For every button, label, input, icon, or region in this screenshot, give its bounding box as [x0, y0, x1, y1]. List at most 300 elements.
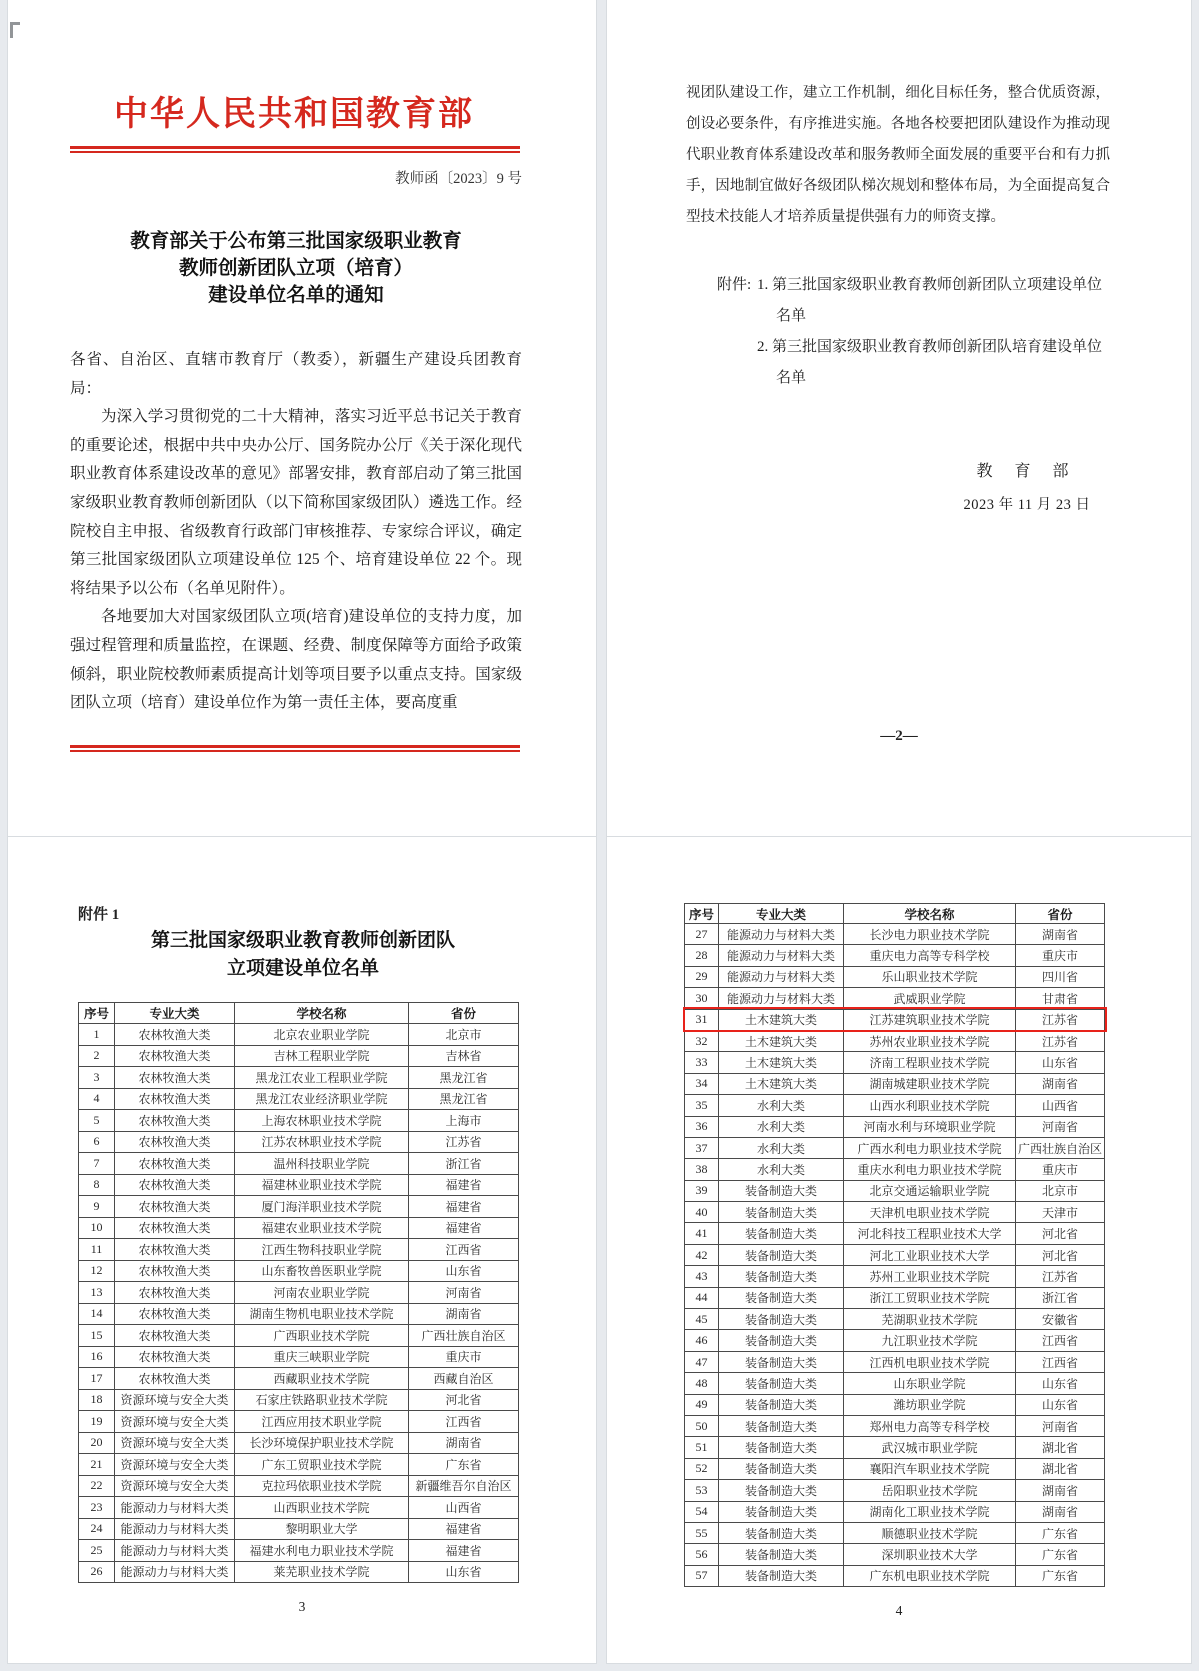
table-row-highlighted [685, 1009, 1105, 1030]
table-cell: 土木建筑大类 [719, 1009, 844, 1030]
table-cell: 22 [79, 1475, 115, 1497]
table-cell: 河南省 [1016, 1116, 1105, 1137]
table-cell: 农林牧渔大类 [115, 1239, 235, 1261]
table-row [685, 1266, 1105, 1287]
table-cell: 8 [79, 1174, 115, 1196]
table-cell: 水利大类 [719, 1137, 844, 1158]
table-cell: 长沙环境保护职业技术学院 [235, 1432, 409, 1454]
table-cell: 资源环境与安全大类 [115, 1389, 235, 1411]
table-cell: 湖南省 [409, 1303, 519, 1325]
institutions-table-page-3 [78, 1002, 519, 1583]
table-row [685, 1480, 1105, 1501]
table-cell: 农林牧渔大类 [115, 1325, 235, 1347]
table-cell: 山西职业技术学院 [235, 1497, 409, 1519]
table-cell: 广东省 [1016, 1565, 1105, 1586]
table-row [685, 966, 1105, 987]
table-cell: 能源动力与材料大类 [115, 1540, 235, 1562]
table-row [79, 1282, 519, 1304]
table-cell: 广西职业技术学院 [235, 1325, 409, 1347]
table-cell: 福建省 [409, 1174, 519, 1196]
table-cell: 装备制造大类 [719, 1501, 844, 1522]
table-cell: 农林牧渔大类 [115, 1067, 235, 1089]
table-cell: 装备制造大类 [719, 1458, 844, 1479]
table-cell: 长沙电力职业技术学院 [844, 924, 1016, 945]
table-cell: 上海市 [409, 1110, 519, 1132]
column-header: 专业大类 [719, 904, 844, 924]
table-row [685, 1565, 1105, 1586]
table-cell: 福建水利电力职业技术学院 [235, 1540, 409, 1562]
table-cell: 24 [79, 1518, 115, 1540]
table-cell: 江西机电职业技术学院 [844, 1351, 1016, 1372]
table-cell: 苏州农业职业技术学院 [844, 1030, 1016, 1051]
table-cell: 山西水利职业技术学院 [844, 1095, 1016, 1116]
table-title-line: 立项建设单位名单 [226, 957, 379, 979]
table-cell: 农林牧渔大类 [115, 1088, 235, 1110]
paragraph: 为深入学习贯彻党的二十大精神，落实习近平总书记关于教育的重要论述，根据中共中央办公厅、国务院办公厅《关于深化现代职业教育体系建设改革的意见》部署安排，教育部启动了第三批国家级职业教育教师创新团队（以下简称国家级团队）遴选工作。经院校自主申报、省级教育行政部门审核推荐、专家综合评议，确定第三批国家级团队立项建设单位 125 个、培育建设单位 22 个。现将结果予以公布（名单见附件）。 [70, 408, 522, 597]
table-cell: 能源动力与材料大类 [719, 966, 844, 987]
table-row [685, 1501, 1105, 1522]
table-cell: 31 [685, 1009, 719, 1030]
table-cell: 装备制造大类 [719, 1223, 844, 1244]
table-cell: 57 [685, 1565, 719, 1586]
table-cell: 浙江工贸职业技术学院 [844, 1287, 1016, 1308]
table-cell: 能源动力与材料大类 [719, 988, 844, 1009]
table-cell: 农林牧渔大类 [115, 1174, 235, 1196]
table-cell: 西藏自治区 [409, 1368, 519, 1390]
table-row [685, 945, 1105, 966]
table-cell: 江西省 [409, 1411, 519, 1433]
table-cell: 资源环境与安全大类 [115, 1432, 235, 1454]
table-cell: 26 [79, 1561, 115, 1583]
table-cell: 农林牧渔大类 [115, 1282, 235, 1304]
table-cell: 湖南省 [1016, 1073, 1105, 1094]
table-cell: 北京交通运输职业学院 [844, 1180, 1016, 1201]
table-cell: 装备制造大类 [719, 1202, 844, 1223]
table-cell: 顺德职业技术学院 [844, 1522, 1016, 1543]
table-cell: 河北省 [1016, 1244, 1105, 1265]
table-cell: 甘肃省 [1016, 988, 1105, 1009]
table-cell: 农林牧渔大类 [115, 1131, 235, 1153]
column-header: 学校名称 [235, 1003, 409, 1024]
paragraph: 各地要加大对国家级团队立项(培育)建设单位的支持力度，加强过程管理和质量监控，在课题、经费、制度保障等方面给予政策倾斜，职业院校教师素质提高计划等项目要予以重点支持。国家级团队立项（培育）建设单位作为第一责任主体，要高度重 [70, 608, 522, 712]
table-cell: 福建林业职业技术学院 [235, 1174, 409, 1196]
table-row [685, 1180, 1105, 1201]
table-cell: 河北科技工程职业技术大学 [844, 1223, 1016, 1244]
table-body [685, 924, 1105, 1587]
table-cell: 福建省 [409, 1217, 519, 1239]
table-cell: 17 [79, 1368, 115, 1390]
table-cell: 黑龙江农业工程职业学院 [235, 1067, 409, 1089]
table-cell: 30 [685, 988, 719, 1009]
table-title-line: 第三批国家级职业教育教师创新团队 [150, 930, 455, 951]
column-header: 专业大类 [115, 1003, 235, 1024]
table-cell: 江西省 [1016, 1330, 1105, 1351]
table-cell: 重庆三峡职业学院 [235, 1346, 409, 1368]
column-header: 序号 [685, 904, 719, 924]
table-cell: 18 [79, 1389, 115, 1411]
table-row [79, 1346, 519, 1368]
table-cell: 土木建筑大类 [719, 1030, 844, 1051]
document-title-line: 教师创新团队立项（培育） [178, 258, 413, 279]
table-cell: 土木建筑大类 [719, 1052, 844, 1073]
table-row [685, 1309, 1105, 1330]
table-row [685, 1223, 1105, 1244]
table-row [79, 1389, 519, 1411]
table-cell: 广西水利电力职业技术学院 [844, 1137, 1016, 1158]
table-cell: 装备制造大类 [719, 1480, 844, 1501]
page-number: 4 [895, 1603, 903, 1618]
table-row [79, 1432, 519, 1454]
table-cell: 19 [79, 1411, 115, 1433]
table-cell: 45 [685, 1309, 719, 1330]
table-cell: 39 [685, 1180, 719, 1201]
signer-name: 教 育 部 [976, 463, 1078, 480]
table-cell: 37 [685, 1137, 719, 1158]
institutions-table-page-4 [684, 903, 1105, 1587]
page-3 [8, 837, 596, 1663]
table-row [79, 1239, 519, 1261]
page-4 [607, 837, 1191, 1663]
table-cell: 江苏农林职业技术学院 [235, 1131, 409, 1153]
table-cell: 能源动力与材料大类 [115, 1518, 235, 1540]
table-cell: 41 [685, 1223, 719, 1244]
table-cell: 温州科技职业学院 [235, 1153, 409, 1175]
table-cell: 天津市 [1016, 1202, 1105, 1223]
table-cell: 7 [79, 1153, 115, 1175]
table-cell: 湖北省 [1016, 1437, 1105, 1458]
table-cell: 莱芜职业技术学院 [235, 1561, 409, 1583]
table-row [79, 1411, 519, 1433]
table-cell: 黎明职业大学 [235, 1518, 409, 1540]
table-row [79, 1368, 519, 1390]
table-cell: 广东省 [409, 1454, 519, 1476]
table-cell: 27 [685, 924, 719, 945]
table-cell: 水利大类 [719, 1116, 844, 1137]
table-cell: 34 [685, 1073, 719, 1094]
table-cell: 北京市 [409, 1024, 519, 1046]
attachment-label: 附件: [717, 277, 752, 293]
attachment-item: 1. 第三批国家级职业教育教师创新团队立项建设单位名单 [757, 277, 1103, 324]
table-cell: 装备制造大类 [719, 1330, 844, 1351]
table-row [685, 1095, 1105, 1116]
table-cell: 装备制造大类 [719, 1437, 844, 1458]
table-cell: 湖南生物机电职业技术学院 [235, 1303, 409, 1325]
table-row [79, 1067, 519, 1089]
table-row [79, 1454, 519, 1476]
table-cell: 山东省 [409, 1260, 519, 1282]
table-cell: 54 [685, 1501, 719, 1522]
table-cell: 装备制造大类 [719, 1287, 844, 1308]
table-cell: 装备制造大类 [719, 1522, 844, 1543]
attachment-items [757, 270, 1109, 394]
table-cell: 江西省 [1016, 1351, 1105, 1372]
table-cell: 山东畜牧兽医职业学院 [235, 1260, 409, 1282]
table-cell: 湖南省 [1016, 924, 1105, 945]
table-row [79, 1174, 519, 1196]
table-row [79, 1497, 519, 1519]
table-row [685, 1116, 1105, 1137]
table-row [79, 1540, 519, 1562]
table-cell: 浙江省 [1016, 1287, 1105, 1308]
column-header: 省份 [409, 1003, 519, 1024]
table-row [79, 1045, 519, 1067]
table-row [79, 1196, 519, 1218]
table-cell: 西藏职业技术学院 [235, 1368, 409, 1390]
table-cell: 能源动力与材料大类 [115, 1497, 235, 1519]
document-title-line: 建设单位名单的通知 [208, 285, 384, 306]
table-cell: 广东机电职业技术学院 [844, 1565, 1016, 1586]
table-cell: 河北工业职业技术大学 [844, 1244, 1016, 1265]
table-cell: 湖南省 [1016, 1480, 1105, 1501]
table-cell: 农林牧渔大类 [115, 1346, 235, 1368]
table-cell: 9 [79, 1196, 115, 1218]
table-cell: 农林牧渔大类 [115, 1024, 235, 1046]
table-cell: 吉林省 [409, 1045, 519, 1067]
table-cell: 农林牧渔大类 [115, 1045, 235, 1067]
table-cell: 苏州工业职业技术学院 [844, 1266, 1016, 1287]
body-text-page-2 [686, 78, 1110, 233]
table-cell: 装备制造大类 [719, 1266, 844, 1287]
table-cell: 九江职业技术学院 [844, 1330, 1016, 1351]
table-cell: 资源环境与安全大类 [115, 1475, 235, 1497]
table-cell: 能源动力与材料大类 [115, 1561, 235, 1583]
table-cell: 河北省 [409, 1389, 519, 1411]
table-cell: 装备制造大类 [719, 1351, 844, 1372]
table-cell: 福建省 [409, 1196, 519, 1218]
table-cell: 重庆市 [1016, 1159, 1105, 1180]
table-cell: 广东工贸职业技术学院 [235, 1454, 409, 1476]
table-cell: 55 [685, 1522, 719, 1543]
table-cell: 山东省 [409, 1561, 519, 1583]
table-row [685, 1373, 1105, 1394]
table-cell: 52 [685, 1458, 719, 1479]
table-cell: 49 [685, 1394, 719, 1415]
table-cell: 福建省 [409, 1518, 519, 1540]
table-row [685, 1159, 1105, 1180]
table-row [79, 1088, 519, 1110]
table-cell: 湖北省 [1016, 1458, 1105, 1479]
table-row [685, 1030, 1105, 1051]
table-cell: 襄阳汽车职业技术学院 [844, 1458, 1016, 1479]
table-cell: 53 [685, 1480, 719, 1501]
table-cell: 重庆水利电力职业技术学院 [844, 1159, 1016, 1180]
table-cell: 13 [79, 1282, 115, 1304]
table-cell: 21 [79, 1454, 115, 1476]
table-cell: 农林牧渔大类 [115, 1153, 235, 1175]
paragraph: 视团队建设工作，建立工作机制，细化目标任务，整合优质资源，创设必要条件，有序推进实施。各地各校要把团队建设作为推动现代职业教育体系建设改革和服务教师全面发展的重要平台和有力抓手，因地制宜做好各级团队梯次规划和整体布局，为全面提高复合型技术技能人才培养质量提供强有力的师资支撑。 [686, 85, 1110, 225]
document-title [70, 228, 522, 309]
document-title-line: 教育部关于公布第三批国家级职业教育 [130, 231, 462, 252]
table-cell: 安徽省 [1016, 1309, 1105, 1330]
salutation: 各省、自治区、直辖市教育厅（教委），新疆生产建设兵团教育局： [70, 351, 522, 397]
table-cell: 33 [685, 1052, 719, 1073]
table-cell: 35 [685, 1095, 719, 1116]
table-cell: 38 [685, 1159, 719, 1180]
table-cell: 浙江省 [409, 1153, 519, 1175]
attachment-item: 2. 第三批国家级职业教育教师创新团队培育建设单位名单 [757, 339, 1103, 386]
header-double-rule [70, 146, 520, 153]
table-cell: 湖南化工职业技术学院 [844, 1501, 1016, 1522]
table-cell: 5 [79, 1110, 115, 1132]
table-row [79, 1325, 519, 1347]
table-cell: 23 [79, 1497, 115, 1519]
table-cell: 北京市 [1016, 1180, 1105, 1201]
table-cell: 10 [79, 1217, 115, 1239]
table-row [79, 1024, 519, 1046]
table-row [685, 1351, 1105, 1372]
table-cell: 山西省 [409, 1497, 519, 1519]
column-header: 序号 [79, 1003, 115, 1024]
table-cell: 湖南省 [1016, 1501, 1105, 1522]
table-cell: 芜湖职业技术学院 [844, 1309, 1016, 1330]
table-cell: 装备制造大类 [719, 1565, 844, 1586]
table-cell: 水利大类 [719, 1159, 844, 1180]
table-cell: 湖南省 [409, 1432, 519, 1454]
table-cell: 15 [79, 1325, 115, 1347]
table-cell: 装备制造大类 [719, 1180, 844, 1201]
table-row [685, 1330, 1105, 1351]
table-cell: 农林牧渔大类 [115, 1260, 235, 1282]
table-cell: 河南省 [1016, 1415, 1105, 1436]
table-cell: 51 [685, 1437, 719, 1458]
table-cell: 四川省 [1016, 966, 1105, 987]
table-cell: 资源环境与安全大类 [115, 1454, 235, 1476]
table-row [79, 1518, 519, 1540]
table-cell: 武威职业学院 [844, 988, 1016, 1009]
table-cell: 11 [79, 1239, 115, 1261]
table-header-row [79, 1003, 519, 1024]
table-row [79, 1303, 519, 1325]
table-row [79, 1110, 519, 1132]
table-cell: 岳阳职业技术学院 [844, 1480, 1016, 1501]
table-cell: 装备制造大类 [719, 1244, 844, 1265]
table-cell: 能源动力与材料大类 [719, 924, 844, 945]
table-cell: 广西壮族自治区 [409, 1325, 519, 1347]
table-cell: 江苏建筑职业技术学院 [844, 1009, 1016, 1030]
table-cell: 25 [79, 1540, 115, 1562]
table-cell: 河南省 [409, 1282, 519, 1304]
table-row [79, 1131, 519, 1153]
table-cell: 上海农林职业技术学院 [235, 1110, 409, 1132]
table-cell: 水利大类 [719, 1095, 844, 1116]
table-cell: 江苏省 [1016, 1009, 1105, 1030]
table-row [685, 924, 1105, 945]
table-cell: 3 [79, 1067, 115, 1089]
column-header: 学校名称 [844, 904, 1016, 924]
table-row [79, 1153, 519, 1175]
table-cell: 4 [79, 1088, 115, 1110]
table-row [685, 988, 1105, 1009]
table-cell: 重庆市 [409, 1346, 519, 1368]
column-header: 省份 [1016, 904, 1105, 924]
table-cell: 山东省 [1016, 1052, 1105, 1073]
table-row [685, 1073, 1105, 1094]
table-cell: 56 [685, 1544, 719, 1565]
page-number: 3 [298, 1599, 306, 1614]
table-row [79, 1475, 519, 1497]
table-cell: 43 [685, 1266, 719, 1287]
table-cell: 潍坊职业学院 [844, 1394, 1016, 1415]
table-cell: 农林牧渔大类 [115, 1196, 235, 1218]
table-row [685, 1394, 1105, 1415]
table-cell: 郑州电力高等专科学校 [844, 1415, 1016, 1436]
table-cell: 武汉城市职业学院 [844, 1437, 1016, 1458]
table-cell: 山东省 [1016, 1373, 1105, 1394]
table-cell: 江西省 [409, 1239, 519, 1261]
table-cell: 1 [79, 1024, 115, 1046]
signature-block [952, 458, 1102, 514]
table-cell: 42 [685, 1244, 719, 1265]
table-cell: 16 [79, 1346, 115, 1368]
table-cell: 济南工程职业技术学院 [844, 1052, 1016, 1073]
org-name-header: 中华人民共和国教育部 [114, 96, 474, 133]
body-text-page-1 [70, 346, 522, 718]
table-row [685, 1244, 1105, 1265]
table-cell: 河北省 [1016, 1223, 1105, 1244]
table-row [79, 1260, 519, 1282]
table-cell: 广东省 [1016, 1522, 1105, 1543]
table-row [685, 1415, 1105, 1436]
table-cell: 福建省 [409, 1540, 519, 1562]
signature-date: 2023 年 11 月 23 日 [963, 497, 1091, 513]
page-number: —2— [880, 728, 918, 744]
table-cell: 河南农业职业学院 [235, 1282, 409, 1304]
table-body [79, 1024, 519, 1583]
table-cell: 新疆维吾尔自治区 [409, 1475, 519, 1497]
table-cell: 厦门海洋职业技术学院 [235, 1196, 409, 1218]
table-cell: 石家庄铁路职业技术学院 [235, 1389, 409, 1411]
table-row [685, 1544, 1105, 1565]
table-cell: 黑龙江省 [409, 1088, 519, 1110]
table-cell: 福建农业职业技术学院 [235, 1217, 409, 1239]
table-cell: 江西生物科技职业学院 [235, 1239, 409, 1261]
table-cell: 江西应用技术职业学院 [235, 1411, 409, 1433]
table-cell: 重庆市 [1016, 945, 1105, 966]
table-cell: 装备制造大类 [719, 1415, 844, 1436]
table-cell: 乐山职业技术学院 [844, 966, 1016, 987]
table-cell: 能源动力与材料大类 [719, 945, 844, 966]
table-cell: 农林牧渔大类 [115, 1110, 235, 1132]
table-cell: 装备制造大类 [719, 1394, 844, 1415]
table-cell: 重庆电力高等专科学校 [844, 945, 1016, 966]
table-cell: 6 [79, 1131, 115, 1153]
table-cell: 36 [685, 1116, 719, 1137]
table-cell: 44 [685, 1287, 719, 1308]
table-row [685, 1437, 1105, 1458]
page-2 [607, 0, 1191, 836]
table-cell: 天津机电职业技术学院 [844, 1202, 1016, 1223]
table-cell: 农林牧渔大类 [115, 1217, 235, 1239]
document-number: 教师函〔2023〕9 号 [395, 171, 522, 187]
scan-corner-mark [10, 22, 20, 38]
table-cell: 北京农业职业学院 [235, 1024, 409, 1046]
table-row [685, 1522, 1105, 1543]
table-cell: 48 [685, 1373, 719, 1394]
table-cell: 农林牧渔大类 [115, 1368, 235, 1390]
table-cell: 江苏省 [1016, 1030, 1105, 1051]
table-cell: 46 [685, 1330, 719, 1351]
table-cell: 广西壮族自治区 [1016, 1137, 1105, 1158]
table-row [685, 1202, 1105, 1223]
table-cell: 装备制造大类 [719, 1544, 844, 1565]
table-cell: 12 [79, 1260, 115, 1282]
table-cell: 克拉玛依职业技术学院 [235, 1475, 409, 1497]
table-cell: 14 [79, 1303, 115, 1325]
table-cell: 40 [685, 1202, 719, 1223]
table-cell: 32 [685, 1030, 719, 1051]
table-cell: 20 [79, 1432, 115, 1454]
table-cell: 河南水利与环境职业学院 [844, 1116, 1016, 1137]
